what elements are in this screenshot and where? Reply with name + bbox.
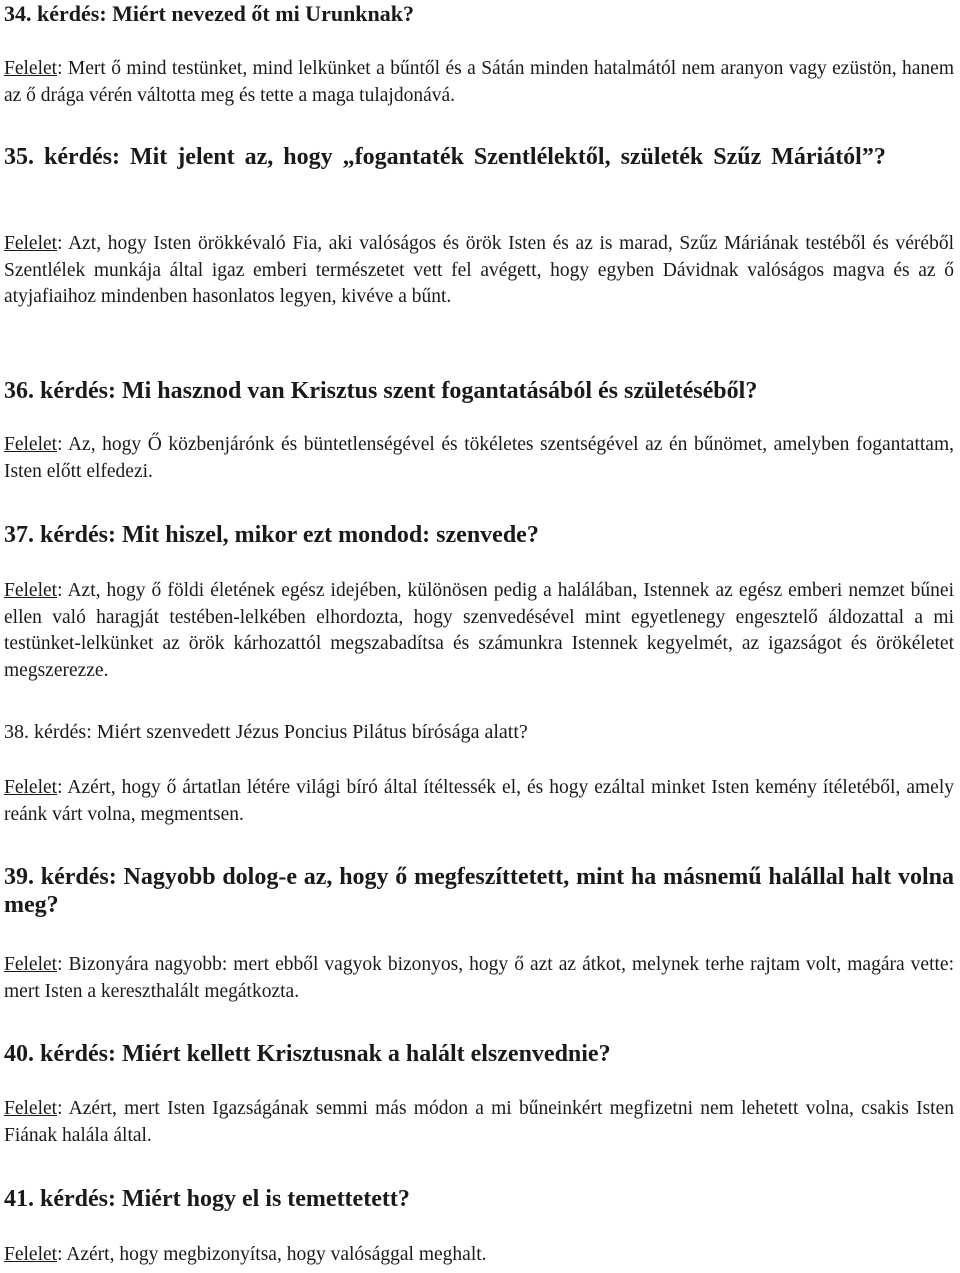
- answer-block-39: [4, 952, 954, 1005]
- answer-paragraph: [4, 432, 954, 485]
- question-heading: 35. kérdés: Mit jelent az, hogy „fogantaték Szentlélektől, születék Szűz Máriától”?: [4, 144, 886, 170]
- answer-text: : Azért, hogy megbizonyítsa, hogy valósággal meghalt.: [57, 1244, 487, 1265]
- answer-label: Felelet: [4, 233, 58, 254]
- answer-block-37: [4, 578, 954, 684]
- question-block-40: [4, 1040, 954, 1068]
- answer-block-34: [4, 56, 954, 109]
- answer-text: : Mert ő mind testünket, mind lelkünket a bűntől és a Sátán minden hatalmától nem aranyon vagy ezüstön, hanem az ő drága vérén váltotta meg és tette a maga tulajdonává.: [4, 58, 954, 106]
- answer-block-38: [4, 775, 954, 828]
- answer-text: : Azt, hogy Isten örökkévaló Fia, aki valóságos és örök Isten és az is marad, Szűz Máriának testéből és véréből Szentlélek munkája által igaz emberi természetet vett fel avégett, hogy egyben Dávidnak valóságos magva és az ő atyjafiaihoz mindenben hasonlatos legyen, kivéve a bűnt.: [4, 233, 954, 307]
- question-block-38: [4, 719, 954, 745]
- answer-label: Felelet: [4, 954, 58, 975]
- question-heading: 38. kérdés: Miért szenvedett Jézus Poncius Pilátus bírósága alatt?: [4, 721, 528, 743]
- question-heading: 40. kérdés: Miért kellett Krisztusnak a halált elszenvednie?: [4, 1041, 611, 1067]
- answer-text: : Azért, mert Isten Igazságának semmi más módon a mi bűneinkért megfizetni nem lehetett volna, csakis Isten Fiának halála által.: [4, 1098, 954, 1146]
- question-block-34: [4, 0, 954, 27]
- question-block-37: [4, 521, 954, 549]
- answer-label: Felelet: [4, 1098, 58, 1119]
- question-block-35: [4, 143, 954, 171]
- question-heading: 41. kérdés: Miért hogy el is temettetett?: [4, 1186, 410, 1212]
- answer-block-40: [4, 1096, 954, 1149]
- answer-label: Felelet: [4, 1244, 58, 1265]
- answer-text: : Bizonyára nagyobb: mert ebből vagyok bizonyos, hogy ő azt az átkot, melynek terhe rajtam volt, magára vette: mert Isten a kereszthalált megátkozta.: [4, 954, 954, 1002]
- answer-paragraph: [4, 952, 954, 1005]
- question-block-39: [4, 863, 954, 919]
- answer-text: : Az, hogy Ő közbenjárónk és büntetlenségével és tökéletes szentségével az én bűnömet, amelyben fogantattam, Isten előtt elfedezi.: [4, 434, 954, 482]
- answer-paragraph: [4, 578, 954, 684]
- question-heading: 34. kérdés: Miért nevezed őt mi Urunknak?: [4, 1, 415, 26]
- answer-block-41: [4, 1242, 954, 1269]
- answer-block-36: [4, 432, 954, 485]
- answer-label: Felelet: [4, 434, 58, 455]
- answer-paragraph: [4, 775, 954, 828]
- answer-label: Felelet: [4, 777, 58, 798]
- answer-paragraph: [4, 1242, 954, 1269]
- answer-label: Felelet: [4, 580, 58, 601]
- answer-block-35: [4, 231, 954, 311]
- question-heading: 39. kérdés: Nagyobb dolog-e az, hogy ő megfeszíttetett, mint ha másnemű halállal halt volna meg?: [4, 864, 954, 918]
- answer-label: Felelet: [4, 58, 58, 79]
- question-block-36: [4, 377, 954, 405]
- answer-text: : Azt, hogy ő földi életének egész idejében, különösen pedig a halálában, Istennek az egész emberi nemzet bűnei ellen való haragját testében-lelkében elhordozta, hogy szenvedésével mint egyetlenegy engesztelő áldozattal a mi testünket-lelkünket az örök kárhozattól megszabadítsa és számunkra Istennek kegyelmét, az igazságot és örökéletet megszerezze.: [4, 580, 954, 681]
- question-heading: 37. kérdés: Mit hiszel, mikor ezt mondod: szenvede?: [4, 522, 539, 548]
- answer-paragraph: [4, 231, 954, 311]
- question-block-41: [4, 1185, 954, 1213]
- answer-text: : Azért, hogy ő ártatlan létére világi bíró által ítéltessék el, és hogy ezáltal minket Isten kemény ítéletéből, amely reánk várt volna, megmentsen.: [4, 777, 954, 825]
- answer-paragraph: [4, 56, 954, 109]
- question-heading: 36. kérdés: Mi hasznod van Krisztus szent fogantatásából és születéséből?: [4, 378, 758, 404]
- answer-paragraph: [4, 1096, 954, 1149]
